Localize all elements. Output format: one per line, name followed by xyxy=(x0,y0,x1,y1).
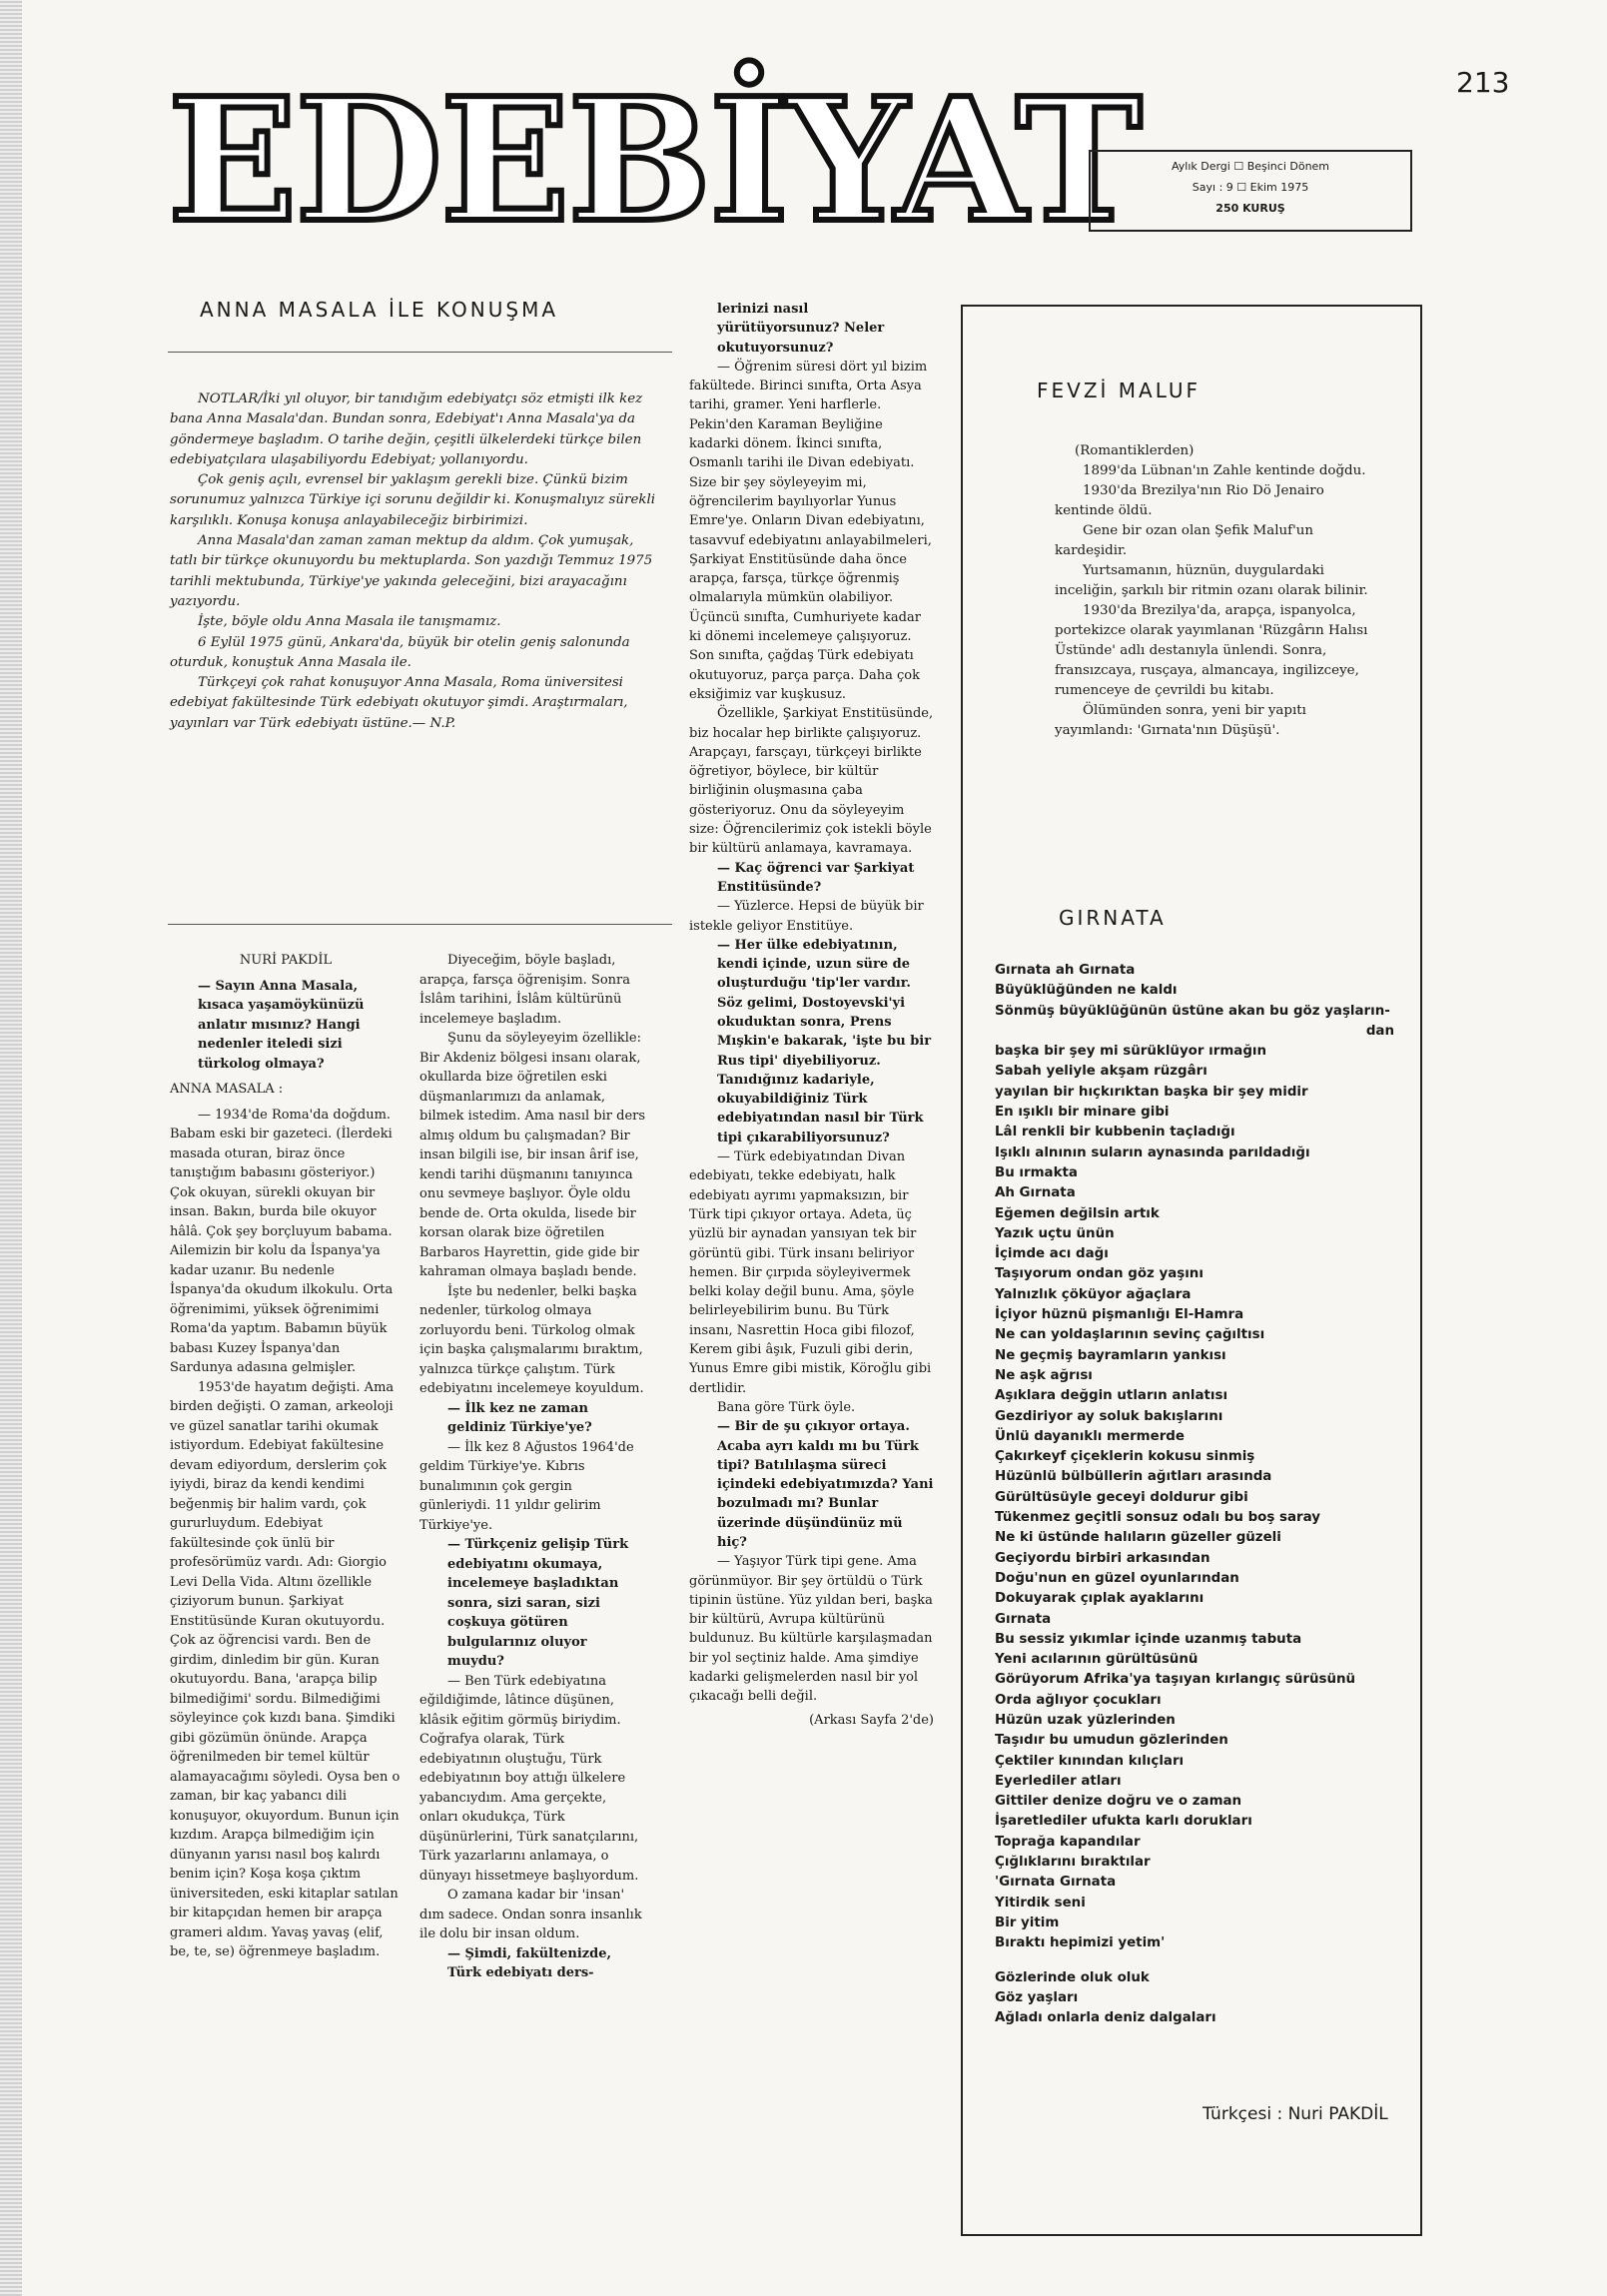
intro-paragraph: Çok geniş açılı, evrensel bir yaklaşım gerekli bize. Çünkü bizim sorunumuz yalnızca Türkiye içi sorunu değildir ki. Konuşmalıyız sürekli karşılıklı. Konuşa konuşa anlayabileceğiz birbirimizi. xyxy=(170,472,656,528)
poem-line: Yitirdik seni xyxy=(995,1895,1086,1911)
poem-line: Ünlü dayanıklı mermerde xyxy=(995,1428,1185,1444)
poem-line: Bu ırmakta xyxy=(995,1164,1078,1180)
poem-line: Gırnata xyxy=(995,1611,1052,1627)
sidebar-title: FEVZİ MALUF xyxy=(1037,379,1202,402)
bio-paragraph: Yurtsamanın, hüznün, duygulardaki inceliğin, şarkılı bir ritmin ozanı olarak bilinir. xyxy=(1055,563,1368,598)
answer-paragraph: — 1934'de Roma'da doğdum. Babam eski bir gazeteci. (İlerdeki masada oturan, biraz önce tanıştığım babasını gösteriyor.) Çok okuyan, sürekli okuyan bir insan. Bakın, burda bile okuyor hâlâ. Çok şey borçluyum babama. Ailemizin bir kolu da İspanya'ya kadar uzanır. Bu nedenle İspanya'da okudum ilkokulu. Orta öğrenimimi, yüksek öğrenimimi Roma'da yaptım. Babamın büyük babası Kuzey İspanya'dan Sardunya adasına gelmişler. xyxy=(170,1107,394,1375)
column-1 xyxy=(170,951,402,1962)
continued-note: (Arkası Sayfa 2'de) xyxy=(809,1712,934,1728)
poem-line: Orda ağlıyor çocukları xyxy=(995,1692,1162,1708)
poem-title: GIRNATA xyxy=(1059,906,1167,930)
poem-line: Eğemen değilsin artık xyxy=(995,1205,1160,1221)
poem-line: Bu sessiz yıkımlar içinde uzanmış tabuta xyxy=(995,1631,1302,1647)
poem-line: Gittiler denize doğru ve o zaman xyxy=(995,1794,1242,1810)
poem-line: Bıraktı hepimizi yetim' xyxy=(995,1935,1166,1951)
sidebar-header xyxy=(1037,379,1201,402)
poem-line: Lâl renkli bir kubbenin taçladığı xyxy=(995,1125,1235,1141)
scan-edge xyxy=(0,0,22,2296)
poem-body xyxy=(995,961,1394,2028)
answer-paragraph: — İlk kez 8 Ağustos 1964'de geldim Türkiye'ye. Kıbrıs bunalımının çok gergin günleriydi. 11 yıldır gelirim Türkiye'ye. xyxy=(419,1439,634,1533)
poem-line: En ışıklı bir minare gibi xyxy=(995,1105,1170,1121)
poem-line: Gözlerinde oluk oluk xyxy=(995,1969,1150,1985)
poem-line: Dokuyarak çıplak ayaklarını xyxy=(995,1591,1205,1607)
article-title: ANNA MASALA İLE KONUŞMA xyxy=(200,298,558,322)
poem-line: Gürültüsüyle geceyi doldurur gibi xyxy=(995,1489,1248,1505)
poem-line: Yazık uçtu ünün xyxy=(995,1225,1115,1241)
issue-info-price: 250 KURUŞ xyxy=(1215,202,1285,215)
question: — Türkçeniz gelişip Türk edebiyatını okumaya, incelemeye başladıktan sonra, sizi saran, sizi coşkuya götüren bulgularınız oluyor muydu? xyxy=(447,1537,629,1669)
intro-paragraph: NOTLAR/İki yıl oluyor, bir tanıdığım edebiyatçı söz etmişti ilk kez bana Anna Masala'dan. Bundan sonra, Edebiyat'ı Anna Masala'ya da göndermeye başladım. O tarihe değin, çeşitli ülkelerdeki türkçe bilen edebiyatçılara ulaşabiliyordu Edebiyat; yollanıyordu. xyxy=(170,391,643,467)
masthead-title: EDEBİYAT xyxy=(168,61,1141,261)
poem-line: 'Gırnata Gırnata xyxy=(995,1875,1117,1891)
question: — Sayın Anna Masala, kısaca yaşamöykünüzü anlatır mısınız? Hangi nedenler iteledi sizi türkolog olmaya? xyxy=(198,978,365,1072)
intro-rule xyxy=(168,924,672,925)
poem-line: Görüyorum Afrika'ya taşıyan kırlangıç sürüsünü xyxy=(995,1672,1356,1688)
poem-line: Ah Gırnata xyxy=(995,1185,1076,1201)
intro-paragraph: Türkçeyi çok rahat konuşuyor Anna Masala, Roma üniversitesi edebiyat fakültesinde Türk edebiyatı okutuyor şimdi. Araştırmaları, yayınları var Türk edebiyatı üstüne.— N.P. xyxy=(170,675,628,731)
poem-line: Ne aşk ağrısı xyxy=(995,1367,1093,1383)
question: — Her ülke edebiyatının, kendi içinde, uzun süre de oluşturduğu 'tip'ler vardır. Söz gelimi, Dostoyevski'yi okuduktan sonra, Prens Mışkin'e bakarak, 'işte bu bir Rus tipi' diyebiliyoruz. xyxy=(717,937,932,1069)
bio-paragraph: 1930'da Brezilya'da, arapça, ispanyolca, portekizce olarak yayımlanan 'Rüzgârın Halısı Üstünde' adlı destanıyla ünlendi. Sonra, fransızcaya, rusçaya, almancaya, ingilizceye, rumenceye de çevrildi bu kitabı. xyxy=(1055,603,1368,698)
intro-paragraph: 6 Eylül 1975 günü, Ankara'da, büyük bir otelin geniş salonunda oturduk, konuştuk Anna Masala ile. xyxy=(170,634,630,670)
title-rule xyxy=(168,352,672,353)
poem-line: Işıklı alnının suların aynasında parıldadığı xyxy=(995,1145,1310,1160)
article-intro xyxy=(170,389,659,734)
page-number: 213 xyxy=(1456,66,1510,99)
answer-paragraph: İşte bu nedenler, belki başka nedenler, türkolog olmaya zorluyordu beni. Türkolog olmak için başka çalışmalarımı bıraktım, yalnızca türkçe çalıştım. Türk edebiyatını incelemeye koyuldum. xyxy=(419,1283,644,1396)
poem-line: Yeni acılarının gürültüsünü xyxy=(995,1652,1199,1668)
poem-line: Doğu'nun en güzel oyunlarından xyxy=(995,1570,1239,1586)
poem-line: Bir yitim xyxy=(995,1914,1060,1930)
poem-line: yayılan bir hıçkırıktan başka bir şey midir xyxy=(995,1084,1308,1100)
issue-info-line2: Sayı : 9 ☐ Ekim 1975 xyxy=(1192,181,1309,194)
column-3 xyxy=(689,300,934,1730)
poem-line: Çektiler kınından kılıçları xyxy=(995,1753,1185,1769)
poem-line: Sönmüş büyüklüğünün üstüne akan bu göz yaşların- xyxy=(995,1003,1390,1019)
poem-line: Çakırkeyf çiçeklerin kokusu sinmiş xyxy=(995,1449,1255,1465)
poem-line: Ne ki üstünde halıların güzeller güzeli xyxy=(995,1530,1281,1546)
sidebar-box xyxy=(961,305,1422,2236)
answer-paragraph: — Yaşıyor Türk tipi gene. Ama görünmüyor. Bir şey örtüldü o Türk tipinin üstüne. Yüz yıldan beri, başka bir kültürü, Avrupa kültürünü buldunuz. Bu kültürle karşılaşmadan bir yol seçtiniz halde. Ama şimdiye kadarki gelişmelerden nasıl bir yol çıkacağı belli değil. xyxy=(689,1554,933,1705)
answer-paragraph: 1953'de hayatım değişti. Ama birden değişti. O zaman, arkeoloji ve güzel sanatlar tarihi okumak istiyordum. Edebiyat fakültesine devam ediyordum, derslerim çok iyiydi, biraz da kendi kendimi beğenmiş bir halim vardı, çok gururluydum. Edebiyat fakültesinde çok ünlü bir profesörümüz vardı. Adı: Giorgio Levi Della Vida. Altını özellikle çiziyorum bunun. Şarkiyat Enstitüsünde Kuran okutuyordu. Çok az öğrencisi vardı. Ben de girdim, dinledim bir gün. Kuran okutuyordu. Bana, 'arapça bilip bilmediğimi' sordu. Bilmediğimi söyleyince çok kızdı bana. Şimdiki gibi gözümün önünde. Arapça öğrenilmeden bir temel kültür alamayacağımı söyledi. Oysa ben o zaman, bir kaç yabancı dili konuşuyor, okuyordum. Bunun için kızdım. Arapça bilmediğim için dünyanın yarısı nasıl boş kalırdı benim için? Koşa koşa çıktım üniversiteden, eski kitaplar satılan bir kitapçıdan hemen bir arapça grameri aldım. Yavaş yavaş (elif, be, te, se) öğrenmeye başladım. xyxy=(170,1379,401,1959)
bio-paragraph: Gene bir ozan olan Şefik Maluf'un kardeşidir. xyxy=(1055,523,1314,558)
poem-line: Gezdiriyor ay soluk bakışlarını xyxy=(995,1408,1223,1424)
answer-paragraph: O zamana kadar bir 'insan' dım sadece. Ondan sonra insanlık ile dolu bir insan oldum. xyxy=(419,1888,642,1941)
speaker-interviewee: ANNA MASALA : xyxy=(170,1082,284,1097)
bio-paragraph: 1899'da Lübnan'ın Zahle kentinde doğdu. xyxy=(1083,463,1366,478)
poem-line: İçiyor hüznü pişmanlığı El-Hamra xyxy=(995,1307,1244,1323)
poem-line: Taşıyorum ondan göz yaşını xyxy=(995,1266,1204,1282)
poem-line: Ne can yoldaşlarının sevinç çağıltısı xyxy=(995,1327,1265,1343)
speaker-interviewer: NURİ PAKDİL xyxy=(239,953,333,968)
question: lerinizi nasıl yürütüyorsunuz? Neler okutuyorsunuz? xyxy=(717,302,885,356)
poem-line: Aşıklara değgin utların anlatısı xyxy=(995,1388,1228,1404)
poem-line: Ağladı onlarla deniz dalgaları xyxy=(995,2010,1216,2026)
bio-paragraph: (Romantiklerden) xyxy=(1075,443,1195,458)
bio-paragraph: 1930'da Brezilya'nın Rio Dö Jenairo kentinde öldü. xyxy=(1055,483,1324,518)
poem-line: Toprağa kapandılar xyxy=(995,1834,1141,1850)
poem-line: Yalnızlık çöküyor ağaçlara xyxy=(995,1286,1192,1302)
answer-paragraph: — Öğrenim süresi dört yıl bizim fakültede. Birinci sınıfta, Orta Asya tarihi, gramer. Yeni harflerle. Pekin'den Karaman Beyliğine kadarki dönem. İkinci sınıfta, Osmanlı tarihi ile Divan edebiyatı. Size bir şey söyleyeyim mi, öğrencilerim bayılıyorlar Yunus Emre'ye. Onların Divan edebiyatını, tasavvuf edebiyatını anlayabilmeleri, Şarkiyat Enstitüsünde daha önce arapça, farsça, türkçe öğrenmiş olmalarıyla mümkün olabiliyor. Üçüncü sınıfta, Cumhuriyete kadar ki dönemi incelemeye çalışıyoruz. Son sınıfta, çağdaş Türk edebiyatı okutuyoruz, parça parça. Daha çok eksiğimiz var kuşkusuz. xyxy=(689,359,932,702)
poem-line: Eyerlediler atları xyxy=(995,1773,1122,1789)
poem-line: Taşıdır bu umudun gözlerinden xyxy=(995,1733,1228,1749)
bio-paragraph: Ölümünden sonra, yeni bir yapıtı yayımlandı: 'Gırnata'nın Düşüşü'. xyxy=(1055,703,1306,738)
poem-line: başka bir şey mi sürüklüyor ırmağın xyxy=(995,1044,1267,1060)
answer-paragraph: — Türk edebiyatından Divan edebiyatı, tekke edebiyatı, halk edebiyatı ayrımı yapmaksızın, bir Türk tipi çıkıyor ortaya. Adeta, üç yüzlü bir aynadan yansıyan tek bir görüntü gibi. Türk insanı beliriyor hemen. Bir çırpıda söyleyivermek belki kolay değil bunu. Ama, şöyle belirleyebilirim bunu. Bu Türk insanı, Nasrettin Hoca gibi filozof, Kerem gibi âşık, Fuzuli gibi derin, Yunus Emre gibi mistik, Köroğlu gibi dertlidir. xyxy=(689,1149,932,1396)
answer-paragraph: Bana göre Türk öyle. xyxy=(717,1399,856,1415)
question: — Bir de şu çıkıyor ortaya. Acaba ayrı kaldı mı bu Türk tipi? Batılılaşma süreci içindeki edebiyatımızda? Yani bozulmadı mı? Bunlar üzerinde düşündünüz mü hiç? xyxy=(717,1419,934,1550)
question: — İlk kez ne zaman geldiniz Türkiye'ye? xyxy=(447,1400,592,1435)
answer-paragraph: Özellikle, Şarkiyat Enstitüsünde, biz hocalar hep birlikte çalışıyoruz. Arapçayı, farsçayı, türkçeyi birlikte öğretiyor, böylece, bir kültür birliğinin oluşmasına çaba gösteriyoruz. Onu da söyleyeyim size: Öğrencilerimiz çok istekli böyle bir kültürü anlamaya, kavramaya. xyxy=(689,706,934,857)
issue-info-line1: Aylık Dergi ☐ Beşinci Dönem xyxy=(1171,160,1330,173)
poem-line: dan xyxy=(1365,1023,1394,1039)
poem-line: İşaretlediler ufukta karlı dorukları xyxy=(995,1814,1252,1830)
answer-paragraph: Diyeceğim, böyle başladı, arapça, farsça öğrenişim. Sonra İslâm tarihini, İslâm kültürünü incelemeye başladım. xyxy=(419,953,631,1027)
question: — Kaç öğrenci var Şarkiyat Enstitüsünde? xyxy=(717,860,915,895)
poem-line: Tükenmez geçitli sonsuz odalı bu boş saray xyxy=(995,1510,1320,1526)
translator-credit: Türkçesi : Nuri PAKDİL xyxy=(1203,2104,1388,2124)
intro-paragraph: İşte, böyle oldu Anna Masala ile tanışmamız. xyxy=(198,614,501,630)
poem-line: Göz yaşları xyxy=(995,1989,1079,2005)
question: Tanıdığınız kadariyle, okuyabildiğiniz Türk edebiyatından nasıl bir Türk tipi çıkarabiliyorsunuz? xyxy=(717,1072,924,1146)
masthead xyxy=(168,61,1141,261)
question: — Şimdi, fakültenizde, Türk edebiyatı ders- xyxy=(447,1945,612,1980)
issue-info-box xyxy=(1089,150,1412,232)
poem-line: Hüzün uzak yüzlerinden xyxy=(995,1712,1176,1728)
answer-paragraph: — Ben Türk edebiyatına eğildiğimde, lâtince düşünen, klâsik eğitim görmüş biriydim. Coğrafya olarak, Türk edebiyatının oluştuğu, Türk edebiyatının boy attığı ülkelere yabancıydım. Ama gerçekte, onları okudukça, Türk düşünürlerini, Türk sanatçılarını, Türk yazarlarını anlamaya, o dünyayı hissetmeye başlıyordum. xyxy=(419,1673,639,1884)
answer-paragraph: Şunu da söyleyeyim özellikle: Bir Akdeniz bölgesi insanı olarak, okullarda bize öğretilen eski düşmanlarımızı da anlamak, bilmek istedim. Ama nasıl bir ders almış oldum bu çalışmadan? Bir insan bilgili ise, bir insan ârif ise, kendi tarihi düşmanını tanıyınca onu sevmeye başlıyor. Öyle oldu bende de. Orta okulda, lisede bir korsan olarak bize öğretilen Barbaros Hayrettin, gide gide bir kahraman olmaya başladı bende. xyxy=(419,1031,646,1279)
poem-line: Ne geçmiş bayramların yankısı xyxy=(995,1347,1226,1363)
answer-paragraph: — Yüzlerce. Hepsi de büyük bir istekle geliyor Enstitüye. xyxy=(689,899,924,934)
poem-line: Geçiyordu birbiri arkasından xyxy=(995,1550,1210,1566)
poem-line: Gırnata ah Gırnata xyxy=(995,963,1136,978)
poem-line: Sabah yeliyle akşam rüzgârı xyxy=(995,1064,1207,1080)
poem-line: Hüzünlü bülbüllerin ağıtları arasında xyxy=(995,1469,1272,1485)
poem-line: İçimde acı dağı xyxy=(995,1246,1109,1262)
article-header xyxy=(200,300,669,320)
column-2 xyxy=(419,951,647,1983)
intro-paragraph: Anna Masala'dan zaman zaman mektup da aldım. Çok yumuşak, tatlı bir türkçe okunuyordu bu mektuplarda. Son yazdığı Temmuz 1975 tarihli mektubunda, Türkiye'ye yakında geleceğini, bizi arayacağını yazıyordu. xyxy=(170,533,653,609)
poem-header xyxy=(1059,906,1167,930)
poem-line: Büyüklüğünden ne kaldı xyxy=(995,983,1178,999)
poem-line: Çığlıklarını bıraktılar xyxy=(995,1855,1151,1871)
poet-bio xyxy=(1055,441,1384,741)
